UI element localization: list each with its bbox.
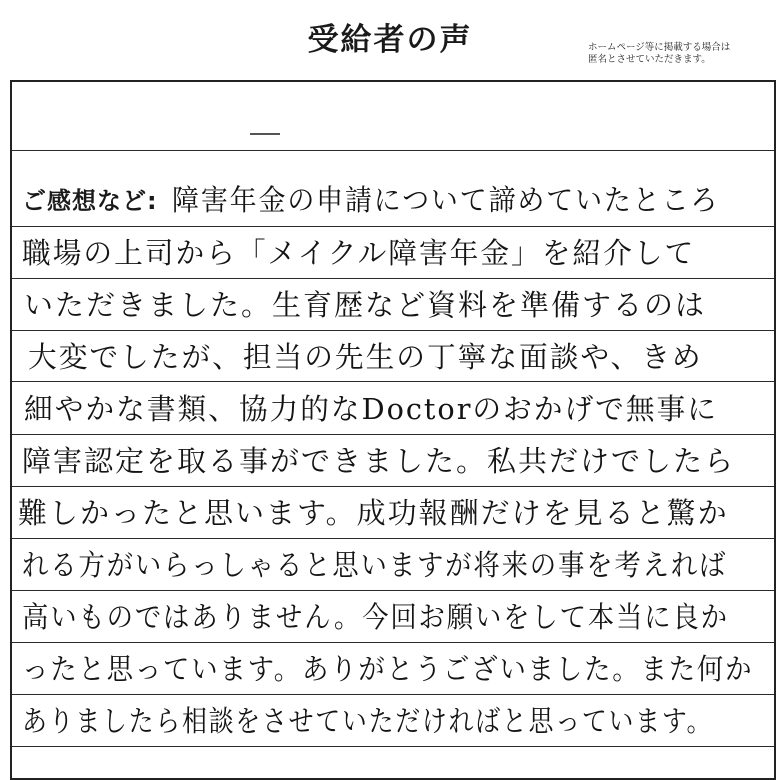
comment-line xyxy=(12,433,780,485)
comment-line xyxy=(12,277,780,329)
comment-line xyxy=(12,172,780,224)
anonymity-note-line-1: ホームページ等に掲載する場合は xyxy=(588,42,731,53)
page-title: 受給者の声 xyxy=(307,22,473,58)
ruled-line xyxy=(12,150,774,151)
ruled-line xyxy=(12,746,774,747)
handwritten-text: 障害認定を取る事ができました。私共だけでしたら xyxy=(22,443,736,478)
comment-line xyxy=(12,537,780,589)
handwritten-text: れる方がいらっしゃると思いますが将来の事を考えれば xyxy=(22,547,728,582)
anonymity-note xyxy=(588,42,778,66)
handwritten-text: 大変でしたが、担当の先生の丁寧な面談や、きめ xyxy=(28,339,703,374)
handwritten-text: ありましたら相談をさせていただければと思っています。 xyxy=(22,703,714,738)
comment-line xyxy=(12,225,780,277)
comment-line xyxy=(12,641,780,693)
comment-line xyxy=(12,381,780,433)
handwritten-text: いただきました。生育歴など資料を準備するのは xyxy=(24,287,707,322)
handwritten-text: 職場の上司から「メイクル障害年金」を紹介して xyxy=(22,235,696,270)
handwritten-text: 難しかったと思います。成功報酬だけを見ると驚か xyxy=(18,495,729,530)
comment-line xyxy=(12,485,780,537)
handwritten-text: 障害年金の申請について諦めていたところ xyxy=(171,182,719,217)
pen-mark xyxy=(250,133,280,135)
handwritten-text: 高いものではありません。今回お願いをして本当に良か xyxy=(22,599,729,634)
anonymity-note-line-2: 匿名とさせていただきます。 xyxy=(588,54,711,65)
comment-line xyxy=(12,329,780,381)
handwritten-text: ったと思っています。ありがとうございました。また何か xyxy=(22,651,754,686)
comment-box xyxy=(10,80,776,780)
comment-label: ご感想など: xyxy=(22,186,158,215)
comment-line xyxy=(12,589,780,641)
comment-line xyxy=(12,693,780,745)
handwritten-text: 細やかな書類、協力的なDoctorのおかげで無事に xyxy=(24,391,718,426)
